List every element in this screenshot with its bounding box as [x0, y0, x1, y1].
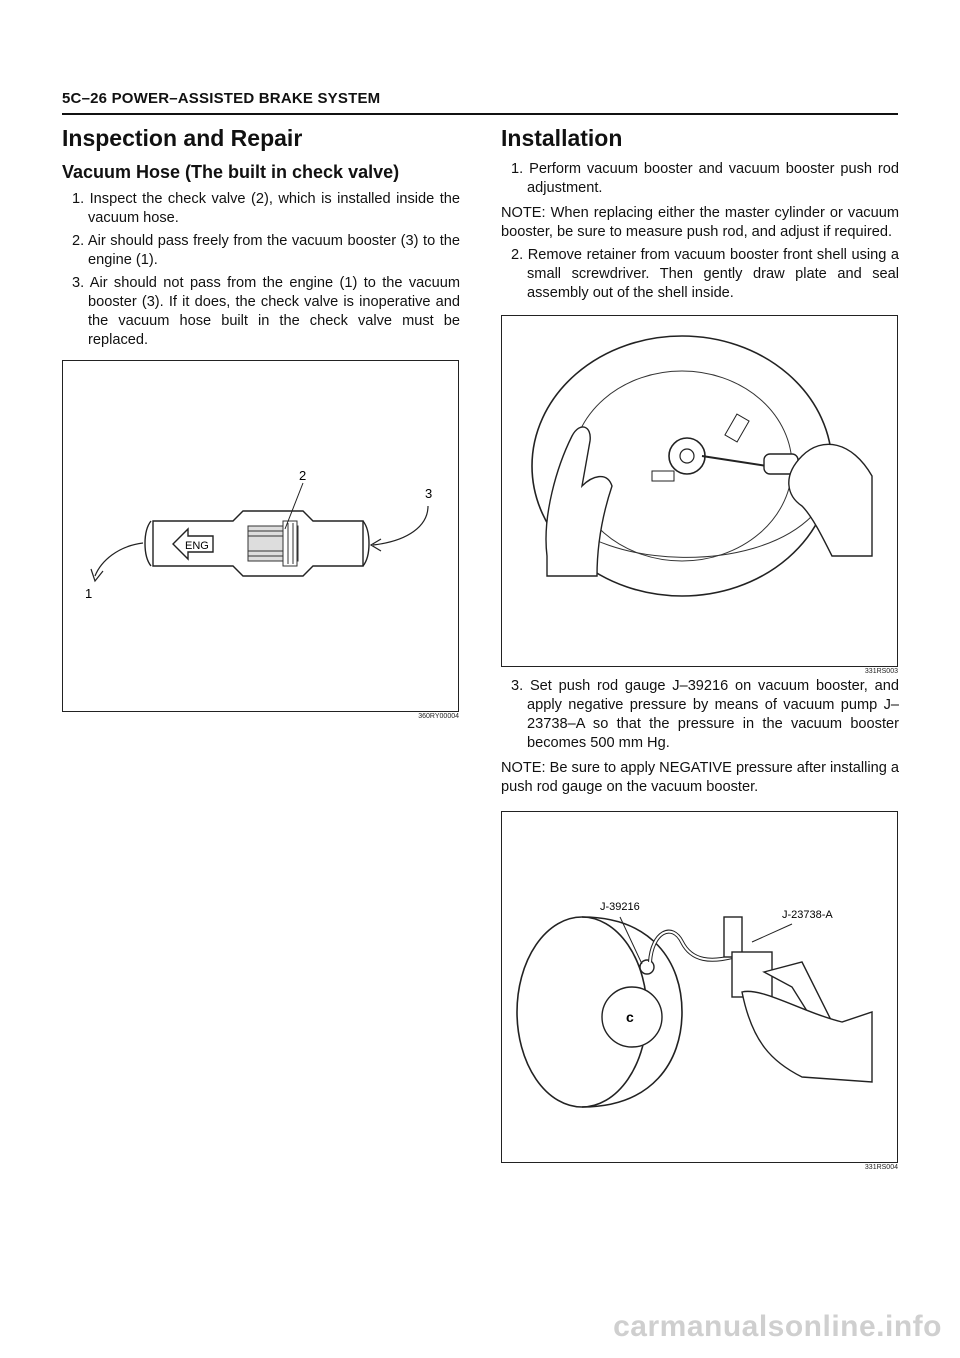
- vacuum-hose-illustration: [63, 361, 458, 711]
- valve-callout: 2: [299, 468, 307, 483]
- figure-code: 331RS004: [864, 1164, 898, 1171]
- booster-callout: 3: [425, 486, 433, 501]
- installation-note: NOTE: When replacing either the master cylinder or vacuum booster, be sure to measure push rod, and adjust if required.: [501, 205, 899, 240]
- subheading-vacuum-hose: Vacuum Hose (The built in check valve): [62, 162, 400, 182]
- gauge-label: J-39216: [600, 901, 640, 913]
- engine-callout: 1: [85, 586, 93, 601]
- pump-label: J-23738-A: [782, 909, 833, 921]
- center-callout: c: [626, 1009, 634, 1025]
- inspection-steps: [62, 190, 460, 350]
- right-column: [501, 124, 899, 1171]
- push-rod-gauge-illustration: [502, 812, 897, 1162]
- watermark: carmanualsonline.info: [613, 1310, 942, 1343]
- retainer-removal-figure: [501, 315, 898, 667]
- installation-note: NOTE: Be sure to apply NEGATIVE pressure after installing a push rod gauge on the vacuum booster.: [501, 760, 899, 795]
- installation-step: 1. Perform vacuum booster and vacuum booster push rod adjustment.: [511, 161, 899, 196]
- figure-code: 331RS003: [864, 668, 898, 675]
- figure-code: 360RY00004: [418, 713, 459, 720]
- inspection-step: 3. Air should not pass from the engine (1) to the vacuum booster (3). If it does, the check valve is inoperative and the vacuum hose built in the check valve must be replaced.: [72, 275, 460, 348]
- vacuum-hose-figure: [62, 360, 459, 712]
- inspection-step: 1. Inspect the check valve (2), which is installed inside the vacuum hose.: [72, 191, 460, 226]
- section-heading-inspection: Inspection and Repair: [62, 125, 303, 151]
- installation-step: 3. Set push rod gauge J–39216 on vacuum booster, and apply negative pressure by means of vacuum pump J–23738–A so that the pressure in the vacuum booster becomes 500 mm Hg.: [511, 678, 899, 751]
- eng-arrow-label: ENG: [185, 540, 209, 552]
- section-heading-installation: Installation: [501, 125, 623, 151]
- page-header: 5C–26 POWER–ASSISTED BRAKE SYSTEM: [62, 90, 381, 107]
- left-column: [62, 124, 460, 720]
- push-rod-gauge-figure: [501, 811, 898, 1163]
- header-rule: [62, 113, 898, 115]
- installation-step: 2. Remove retainer from vacuum booster front shell using a small screwdriver. Then gently draw plate and seal assembly out of the shell inside.: [511, 247, 899, 301]
- inspection-step: 2. Air should pass freely from the vacuum booster (3) to the engine (1).: [72, 233, 460, 268]
- retainer-removal-illustration: [502, 316, 897, 666]
